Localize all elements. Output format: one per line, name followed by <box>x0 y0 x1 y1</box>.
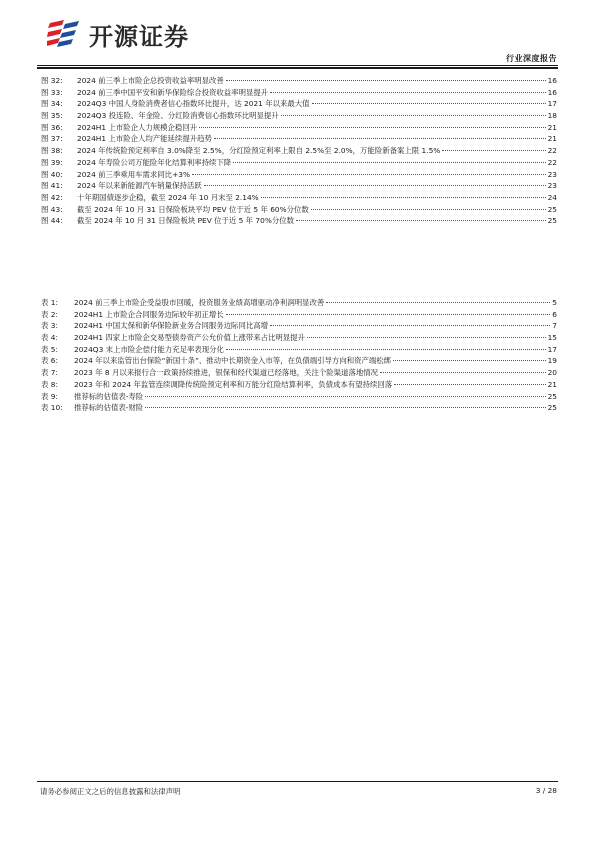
figure-entry-title: 2024H1 上市险企人力规模企稳回升 <box>77 122 198 132</box>
dot-leader <box>281 115 546 116</box>
table-entry-label: 表 4: <box>41 333 58 343</box>
table-entry-label: 表 9: <box>41 391 58 401</box>
table-entry-label: 表 6: <box>41 356 58 366</box>
table-entry-title: 2024H1 中国太保和新华保险新业务合同服务边际同比高增 <box>74 321 269 331</box>
table-entry-label: 表 1: <box>41 298 58 307</box>
figure-entry-label: 图 36: <box>41 122 63 132</box>
dot-leader <box>199 127 545 128</box>
figure-entry[interactable] <box>41 75 557 87</box>
figure-entry-label: 图 44: <box>41 216 63 226</box>
table-entry[interactable] <box>41 391 557 403</box>
figure-entry-page: 16 <box>547 76 557 85</box>
dot-leader <box>226 80 546 81</box>
table-entry-title: 2024H1 上市险企合同服务边际较年初正增长 <box>74 309 224 319</box>
figure-entry-title: 2024 年以来新能源汽车销量保持活跃 <box>77 181 202 191</box>
dot-leader <box>311 209 546 210</box>
figure-entry-label: 图 42: <box>41 192 63 202</box>
table-entry-label: 表 3: <box>41 321 58 331</box>
table-entry[interactable] <box>41 367 557 379</box>
header-divider-thick <box>37 67 558 69</box>
logo-text: 开源证券 <box>89 23 189 51</box>
figure-entry-title: 2024 前三季乘用车需求同比+3% <box>77 169 190 179</box>
table-entry-page: 6 <box>552 309 557 319</box>
figure-entry-label: 图 43: <box>41 204 63 214</box>
table-entry-title: 推荐标的估值表-财险 <box>74 403 144 413</box>
table-entry-page: 5 <box>552 298 557 307</box>
figure-entry-page: 23 <box>547 181 557 191</box>
figure-entry[interactable] <box>41 145 557 157</box>
figure-entry-page: 25 <box>547 216 557 226</box>
figure-entry[interactable] <box>41 180 557 192</box>
table-entry-title: 2024 前三季上市险企受益股市回暖，投资服务业绩高增驱动净利润明显改善 <box>74 298 325 307</box>
dot-leader <box>296 220 546 221</box>
figure-entry-title: 2024Q3 投连险、年金险、分红险消费信心指数环比明显提升 <box>77 111 279 121</box>
dot-leader <box>326 302 550 303</box>
figure-entry-title: 2024 前三季上市险企总投资收益率明显改善 <box>77 76 224 85</box>
company-logo <box>47 17 189 52</box>
table-entry-title: 2024 年以来监管出台保险“新国十条”、推动中长期资金入市等，在负债端引导方向和资产端松绑 <box>74 356 392 366</box>
figure-entry[interactable] <box>41 204 557 216</box>
table-entry[interactable] <box>41 355 557 367</box>
figure-entry-page: 16 <box>547 87 557 97</box>
figure-entry-title: 2024H1 上市险企人均产能延续提升趋势 <box>77 134 212 144</box>
figure-entry[interactable] <box>41 215 557 227</box>
table-entry-page: 20 <box>547 368 557 378</box>
dot-leader <box>442 150 545 151</box>
table-entry-page: 25 <box>547 403 557 413</box>
table-entry-label: 表 7: <box>41 368 58 378</box>
kaiyuan-logo-icon <box>47 19 85 51</box>
header-divider <box>37 65 558 66</box>
figure-entry-page: 25 <box>547 204 557 214</box>
figure-entry-label: 图 37: <box>41 134 63 144</box>
figure-entry[interactable] <box>41 87 557 99</box>
figure-entry[interactable] <box>41 169 557 181</box>
table-entry-label: 表 2: <box>41 309 58 319</box>
figure-list <box>41 75 557 227</box>
table-entry-title: 2024H1 四家上市险企交易型债券资产公允价值上涨带来占比明显提升 <box>74 333 305 343</box>
dot-leader <box>192 174 546 175</box>
table-entry[interactable] <box>41 332 557 344</box>
table-entry-page: 17 <box>547 344 557 354</box>
figure-entry-title: 2024 前三季中国平安和新华保险综合投资收益率明显提升 <box>77 87 269 97</box>
figure-entry-label: 图 34: <box>41 99 63 109</box>
footer-divider <box>37 781 558 782</box>
figure-entry-title: 截至 2024 年 10 月 31 日保险板块 PEV 位于近 5 年 70%分位数 <box>77 216 295 226</box>
figure-entry-page: 22 <box>547 157 557 167</box>
table-list <box>41 297 557 414</box>
table-entry[interactable] <box>41 309 557 321</box>
figure-entry-label: 图 33: <box>41 87 63 97</box>
table-entry-page: 19 <box>547 356 557 366</box>
figure-entry-label: 图 32: <box>41 76 63 85</box>
dot-leader <box>145 396 545 397</box>
table-entry[interactable] <box>41 297 557 309</box>
figure-entry-label: 图 40: <box>41 169 63 179</box>
dot-leader <box>270 92 545 93</box>
figure-entry-title: 2024Q3 中国人身险消费者信心指数环比提升，达 2021 年以来最大值 <box>77 99 310 109</box>
dot-leader <box>312 103 546 104</box>
table-entry-title: 推荐标的估值表-寿险 <box>74 391 144 401</box>
table-entry-label: 表 10: <box>41 403 63 413</box>
figure-entry-title: 2024 年寿险公司万能险年化结算利率持续下降 <box>77 157 232 167</box>
table-entry[interactable] <box>41 402 557 414</box>
table-entry-title: 2023 年 8 月以来报行合一政策持续推进，银保和经代渠道已经落地，关注个险渠道落地情况 <box>74 368 379 378</box>
table-entry-page: 7 <box>552 321 557 331</box>
figure-entry[interactable] <box>41 192 557 204</box>
figure-entry-page: 22 <box>547 146 557 156</box>
figure-entry-label: 图 41: <box>41 181 63 191</box>
table-entry-page: 21 <box>547 379 557 389</box>
dot-leader <box>226 349 546 350</box>
table-entry-label: 表 8: <box>41 379 58 389</box>
figure-entry[interactable] <box>41 98 557 110</box>
figure-entry-title: 2024 年传统险预定利率自 3.0%降至 2.5%，分红险预定利率上限自 2.5%至 2.0%，万能险新备案上限 1.5% <box>77 146 441 156</box>
table-entry[interactable] <box>41 379 557 391</box>
dot-leader <box>145 407 545 408</box>
table-entry-title: 2024Q3 末上市险企偿付能力充足率表现分化 <box>74 344 224 354</box>
figure-entry-title: 十年期国债逐步企稳，截至 2024 年 10 月末至 2.14% <box>77 192 259 202</box>
figure-entry-page: 24 <box>547 192 557 202</box>
figure-entry-title: 截至 2024 年 10 月 31 日保险板块平均 PEV 位于近 5 年 60%分位数 <box>77 204 309 214</box>
figure-entry[interactable] <box>41 110 557 122</box>
report-type-label: 行业深度报告 <box>506 54 557 63</box>
figure-entry[interactable] <box>41 122 557 134</box>
dot-leader <box>204 185 546 186</box>
dot-leader <box>214 138 546 139</box>
table-entry[interactable] <box>41 344 557 356</box>
table-entry-label: 表 5: <box>41 344 58 354</box>
dot-leader <box>393 360 546 361</box>
dot-leader <box>270 325 550 326</box>
figure-entry-page: 21 <box>547 134 557 144</box>
figure-entry-label: 图 39: <box>41 157 63 167</box>
figure-entry-page: 23 <box>547 169 557 179</box>
dot-leader <box>380 372 546 373</box>
figure-entry-page: 21 <box>547 122 557 132</box>
figure-entry-page: 17 <box>547 99 557 109</box>
page-header <box>0 0 595 72</box>
dot-leader <box>394 384 545 385</box>
table-entry-title: 2023 年和 2024 年监管连续调降传统险预定利率和万能分红险结算利率，负债成本有望持续回落 <box>74 379 393 389</box>
dot-leader <box>307 337 546 338</box>
page-number: 3 / 28 <box>535 786 557 795</box>
figure-entry-label: 图 35: <box>41 111 63 121</box>
table-entry-page: 15 <box>547 333 557 343</box>
figure-entry-page: 18 <box>547 111 557 121</box>
dot-leader <box>261 197 546 198</box>
table-entry[interactable] <box>41 320 557 332</box>
footer-disclaimer: 请务必参阅正文之后的信息披露和法律声明 <box>40 787 181 796</box>
figure-entry[interactable] <box>41 157 557 169</box>
dot-leader <box>226 314 551 315</box>
dot-leader <box>233 162 545 163</box>
table-entry-page: 25 <box>547 391 557 401</box>
figure-entry-label: 图 38: <box>41 146 63 156</box>
figure-entry[interactable] <box>41 133 557 145</box>
